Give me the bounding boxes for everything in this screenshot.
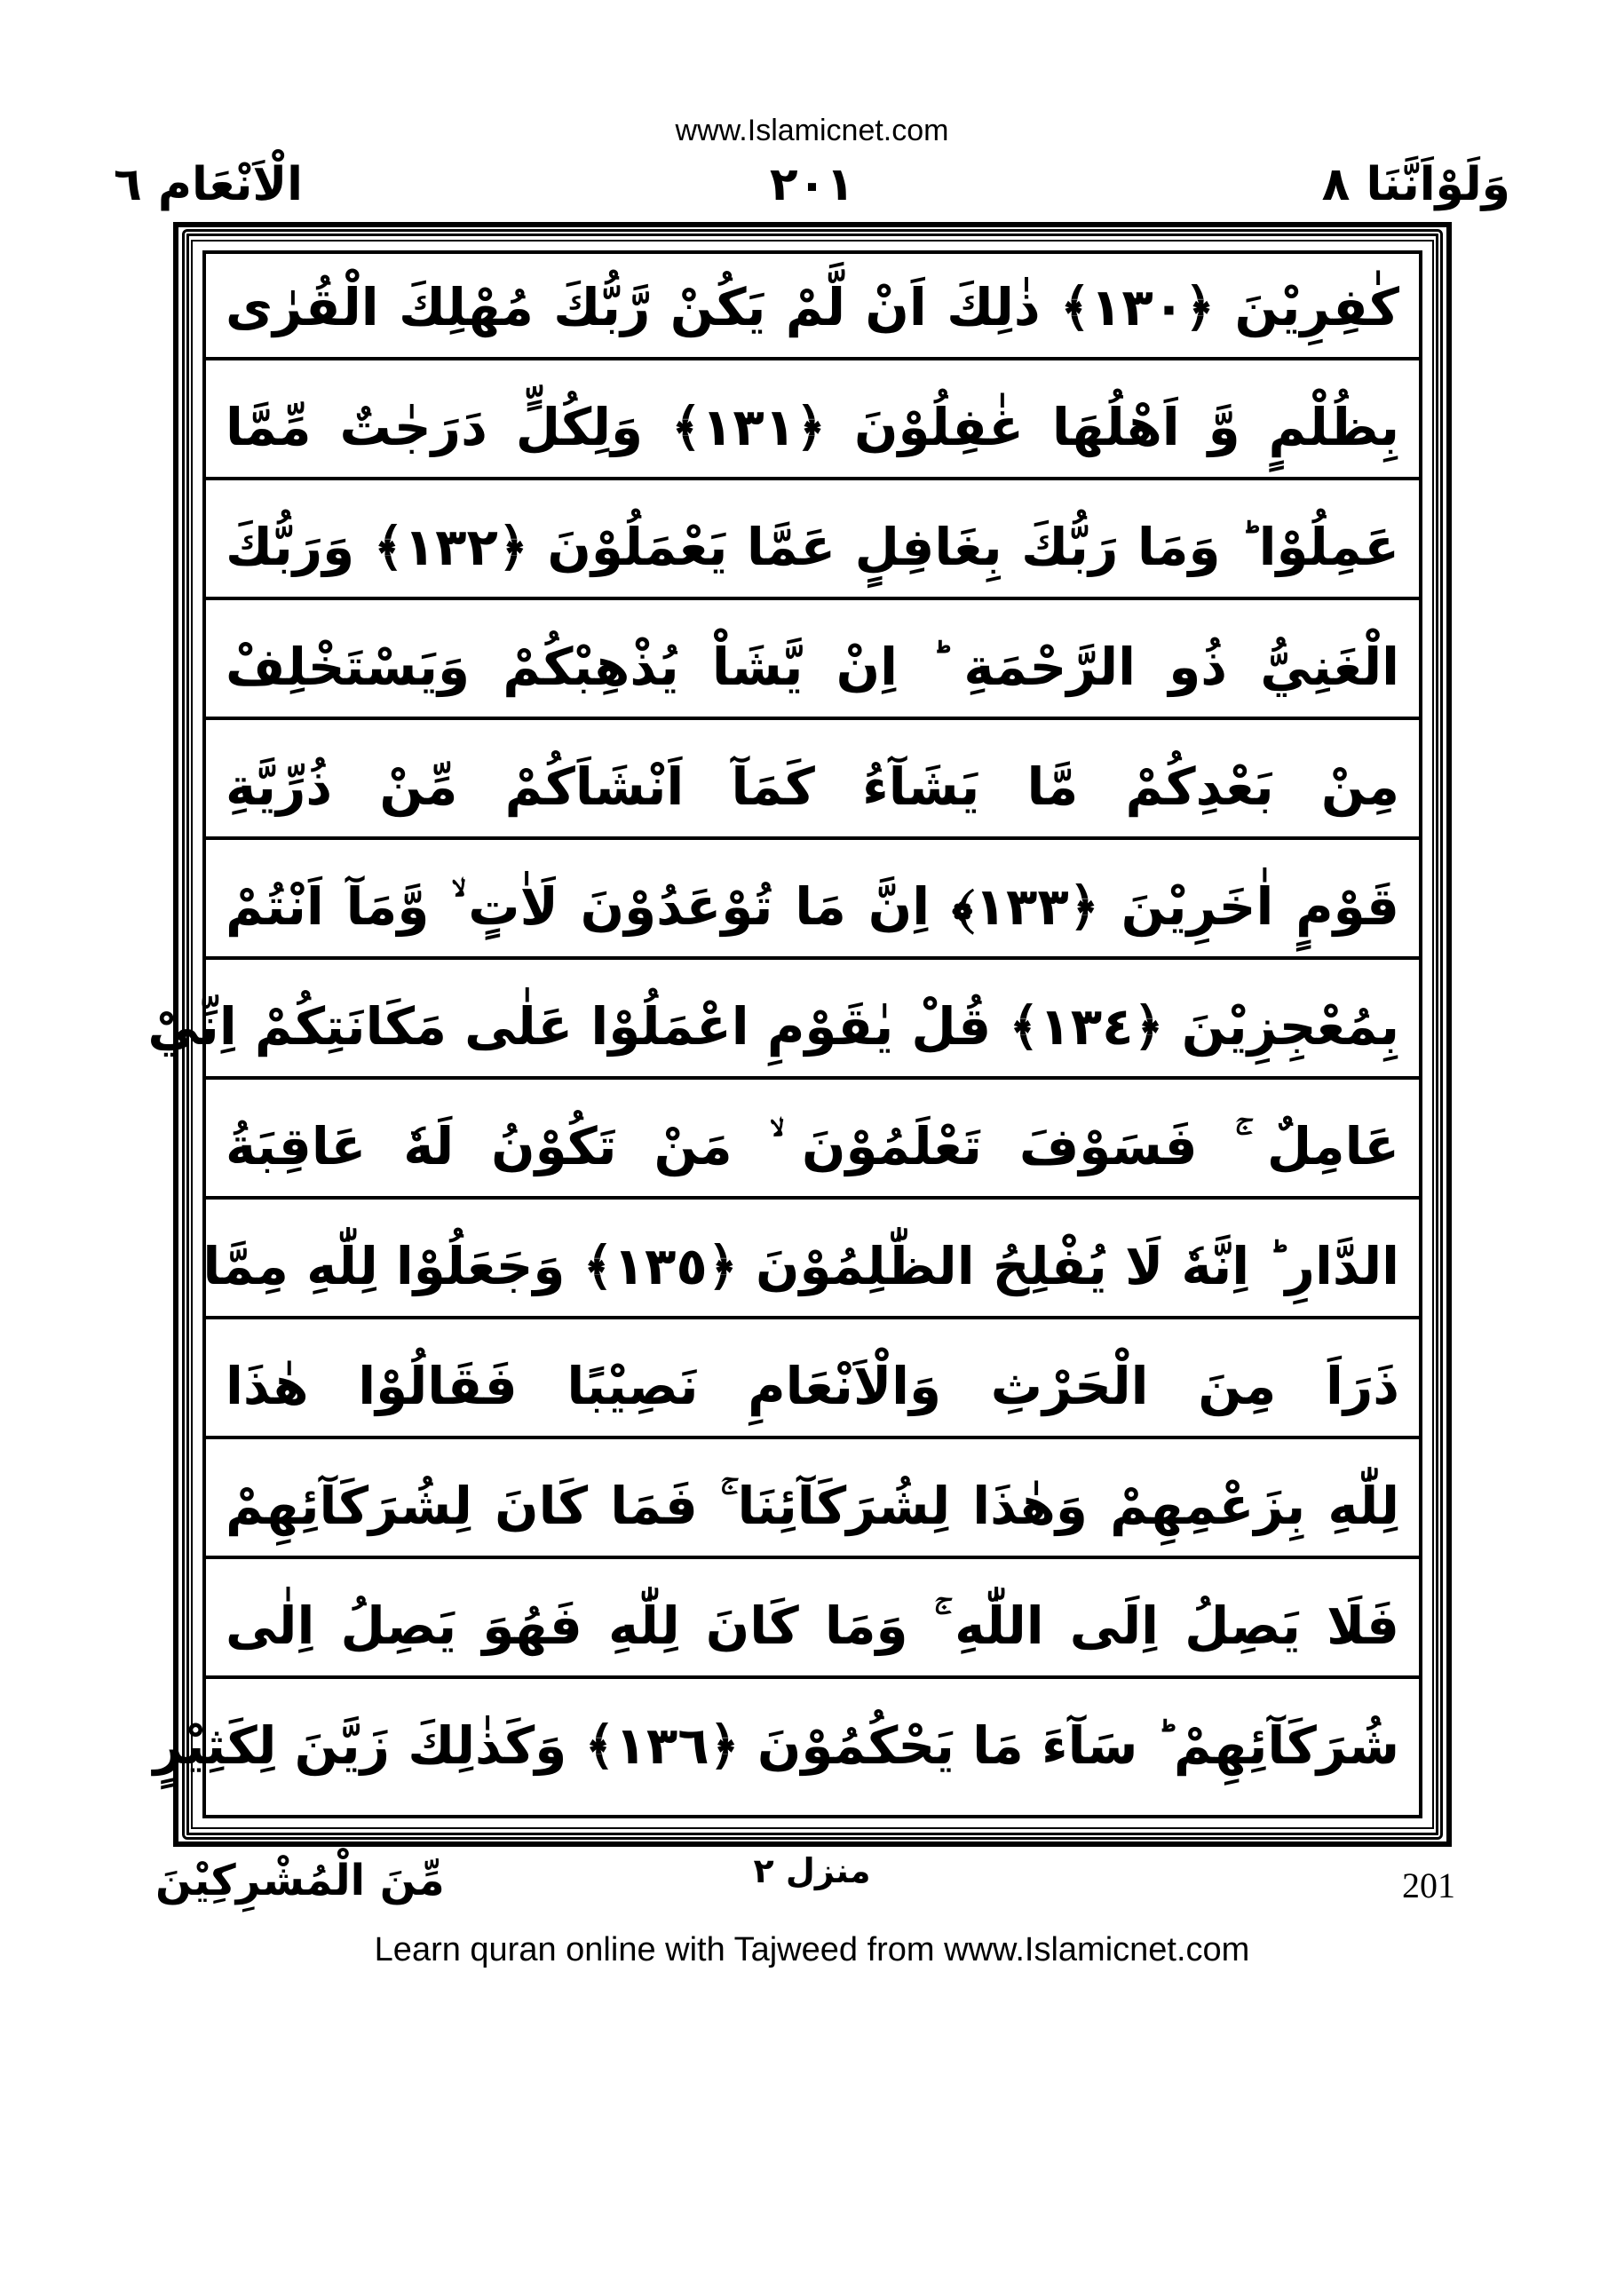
footer-tagline: Learn quran online with Tajweed from www.Islamicnet.com xyxy=(374,1931,1250,1968)
verse-line-4: الْغَنِيُّ ذُو الرَّحْمَةِ ؕ اِنْ يَّشَاْ يُذْهِبْكُمْ وَيَسْتَخْلِفْ xyxy=(206,614,1419,720)
verse-text-box xyxy=(147,250,1422,1818)
verse-line-6: قَوْمٍ اٰخَرِيْنَ ﴿١٣٣﴾ اِنَّ مَا تُوْعَدُوْنَ لَاٰتٍ ۙ وَّمَآ اَنْتُمْ xyxy=(206,853,1419,960)
verse-line-13: شُرَكَآئِهِمْ ؕ سَآءَ مَا يَحْكُمُوْنَ ﴿١٣٦﴾ وَكَذٰلِكَ زَيَّنَ لِكَثِيْرٍ xyxy=(153,1715,1399,1776)
verse-line-3: عَمِلُوْا ؕ وَمَا رَبُّكَ بِغَافِلٍ عَمَّا يَعْمَلُوْنَ ﴿١٣٢﴾ وَرَبُّكَ xyxy=(206,494,1419,600)
juz-label: وَلَوْاَنَّنَا ٨ xyxy=(1321,158,1510,211)
verse-line-7: بِمُعْجِزِيْنَ ﴿١٣٤﴾ قُلْ يٰقَوْمِ اعْمَلُوْا عَلٰى مَكَانَتِكُمْ اِنِّيْ xyxy=(206,973,1419,1080)
verse-line-8: عَامِلٌ ۚ فَسَوْفَ تَعْلَمُوْنَ ۙ مَنْ تَكُوْنُ لَهٗ عَاقِبَةُ xyxy=(206,1093,1419,1200)
page-number: 201 xyxy=(1402,1865,1455,1905)
manzil-label: منزل ٢ xyxy=(753,1851,871,1890)
catchword: مِّنَ الْمُشْرِكِيْنَ xyxy=(155,1856,445,1905)
verse-line-12: فَلَا يَصِلُ اِلَى اللّٰهِ ۚ وَمَا كَانَ لِلّٰهِ فَهُوَ يَصِلُ اِلٰى xyxy=(206,1572,1419,1679)
verse-line-11: لِلّٰهِ بِزَعْمِهِمْ وَهٰذَا لِشُرَكَآئِنَا ۚ فَمَا كَانَ لِشُرَكَآئِهِمْ xyxy=(206,1453,1419,1559)
verse-line-2: بِظُلْمٍ وَّ اَهْلُهَا غٰفِلُوْنَ ﴿١٣١﴾ وَلِكُلٍّ دَرَجٰتٌ مِّمَّا xyxy=(206,374,1419,480)
verse-line-5: مِنْ بَعْدِكُمْ مَّا يَشَآءُ كَمَآ اَنْشَاَكُمْ مِّنْ ذُرِّيَّةِ xyxy=(206,733,1419,840)
verse-line-10: ذَرَاَ مِنَ الْحَرْثِ وَالْاَنْعَامِ نَصِيْبًا فَقَالُوْا هٰذَا xyxy=(206,1333,1419,1439)
verse-line-1: كٰفِرِيْنَ ﴿١٣٠﴾ ذٰلِكَ اَنْ لَّمْ يَكُنْ رَّبُّكَ مُهْلِكَ الْقُرٰى xyxy=(206,254,1419,360)
page-number-arabic: ٢٠١ xyxy=(769,158,855,211)
verse-line-9: الدَّارِ ؕ اِنَّهٗ لَا يُفْلِحُ الظّٰلِمُوْنَ ﴿١٣٥﴾ وَجَعَلُوْا لِلّٰهِ مِمَّا xyxy=(206,1213,1419,1319)
site-url: www.Islamicnet.com xyxy=(675,114,949,147)
surah-label: الْاَنْعَام ٦ xyxy=(114,158,303,211)
